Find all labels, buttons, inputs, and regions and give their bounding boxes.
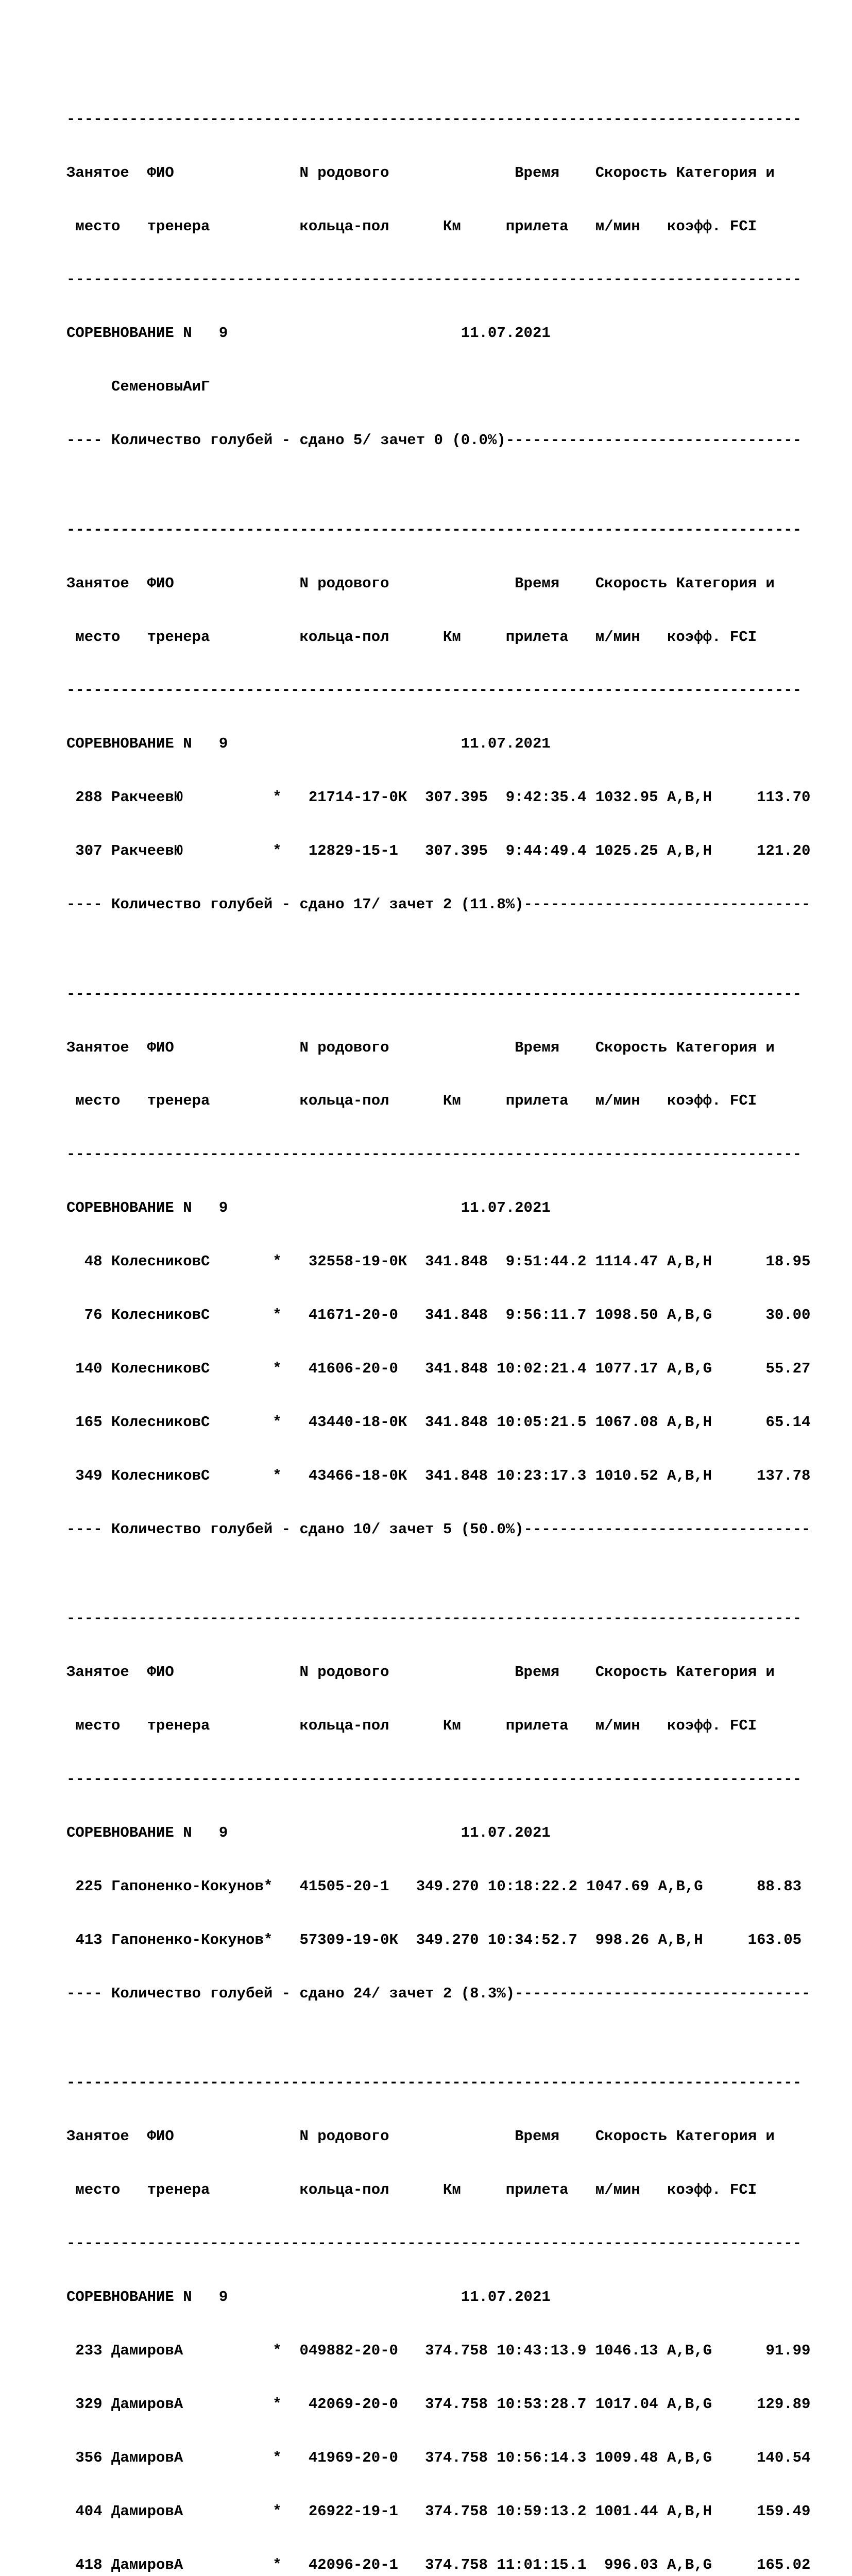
column-header-line-1: Занятое ФИО N родового Время Скорость Категория и <box>66 164 775 181</box>
result-row: 307 РакчеевЮ * 12829-15-1 307.395 9:44:49.4 1025.25 A,B,H 121.20 <box>66 842 811 860</box>
result-row: 349 КолесниковС * 43466-18-0К 341.848 10:23:17.3 1010.52 A,B,H 137.78 <box>66 1467 811 1485</box>
competition-line: СОРЕВНОВАНИЕ N 9 11.07.2021 <box>66 325 551 342</box>
result-row: 288 РакчеевЮ * 21714-17-0К 307.395 9:42:35.4 1032.95 A,B,H 113.70 <box>66 789 811 806</box>
column-header-line-1: Занятое ФИО N родового Время Скорость Категория и <box>66 1039 775 1056</box>
separator-line: ---------------------------------------------------------------------------------- <box>66 682 802 699</box>
result-row: 140 КолесниковС * 41606-20-0 341.848 10:02:21.4 1077.17 A,B,G 55.27 <box>66 1360 811 1378</box>
column-header-line-1: Занятое ФИО N родового Время Скорость Категория и <box>66 1664 775 1681</box>
column-header-line-2: место тренера кольца-пол Км прилета м/мин коэфф. FCI <box>66 217 757 235</box>
separator-line: ---------------------------------------------------------------------------------- <box>66 1610 802 1628</box>
competition-line: СОРЕВНОВАНИЕ N 9 11.07.2021 <box>66 1824 551 1842</box>
column-header-line-2: место тренера кольца-пол Км прилета м/мин коэфф. FCI <box>66 2181 757 2199</box>
result-row: 413 Гапоненко-Кокунов* 57309-19-0К 349.270 10:34:52.7 998.26 A,B,H 163.05 <box>66 1931 802 1949</box>
trainer-note: СеменовыАиГ <box>66 378 210 396</box>
summary-line: ---- Количество голубей - сдано 24/ зачет 2 (8.3%)--------------------------------- <box>66 1985 811 2003</box>
separator-line: ---------------------------------------------------------------------------------- <box>66 1771 802 1788</box>
separator-line: ---------------------------------------------------------------------------------- <box>66 2235 802 2252</box>
separator-line: ---------------------------------------------------------------------------------- <box>66 2074 802 2092</box>
separator-line: ---------------------------------------------------------------------------------- <box>66 271 802 289</box>
summary-line: ---- Количество голубей - сдано 17/ зачет 2 (11.8%)-------------------------------- <box>66 896 811 913</box>
results-report <box>66 39 844 2576</box>
result-row: 225 Гапоненко-Кокунов* 41505-20-1 349.270 10:18:22.2 1047.69 A,B,G 88.83 <box>66 1878 802 1895</box>
result-row: 48 КолесниковС * 32558-19-0К 341.848 9:51:44.2 1114.47 A,B,H 18.95 <box>66 1253 811 1270</box>
column-header-line-2: место тренера кольца-пол Км прилета м/мин коэфф. FCI <box>66 628 757 646</box>
summary-line: ---- Количество голубей - сдано 5/ зачет 0 (0.0%)--------------------------------- <box>66 432 802 449</box>
result-row: 165 КолесниковС * 43440-18-0К 341.848 10:05:21.5 1067.08 A,B,H 65.14 <box>66 1414 811 1431</box>
competition-line: СОРЕВНОВАНИЕ N 9 11.07.2021 <box>66 735 551 753</box>
separator-line: ---------------------------------------------------------------------------------- <box>66 521 802 538</box>
competition-line: СОРЕВНОВАНИЕ N 9 11.07.2021 <box>66 2289 551 2306</box>
summary-line: ---- Количество голубей - сдано 10/ зачет 5 (50.0%)-------------------------------- <box>66 1521 811 1538</box>
result-row: 356 ДамировА * 41969-20-0 374.758 10:56:14.3 1009.48 A,B,G 140.54 <box>66 2449 811 2466</box>
result-row: 329 ДамировА * 42069-20-0 374.758 10:53:28.7 1017.04 A,B,G 129.89 <box>66 2396 811 2413</box>
result-row: 76 КолесниковС * 41671-20-0 341.848 9:56:11.7 1098.50 A,B,G 30.00 <box>66 1307 811 1324</box>
separator-line: ---------------------------------------------------------------------------------- <box>66 1146 802 1163</box>
result-row: 233 ДамировА * 049882-20-0 374.758 10:43:13.9 1046.13 A,B,G 91.99 <box>66 2342 811 2360</box>
result-row: 404 ДамировА * 26922-19-1 374.758 10:59:13.2 1001.44 A,B,H 159.49 <box>66 2502 811 2520</box>
separator-line: ---------------------------------------------------------------------------------- <box>66 110 802 128</box>
result-row: 418 ДамировА * 42096-20-1 374.758 11:01:15.1 996.03 A,B,G 165.02 <box>66 2556 811 2573</box>
separator-line: ---------------------------------------------------------------------------------- <box>66 985 802 1003</box>
column-header-line-1: Занятое ФИО N родового Время Скорость Категория и <box>66 574 775 592</box>
column-header-line-2: место тренера кольца-пол Км прилета м/мин коэфф. FCI <box>66 1092 757 1110</box>
column-header-line-2: место тренера кольца-пол Км прилета м/мин коэфф. FCI <box>66 1717 757 1735</box>
column-header-line-1: Занятое ФИО N родового Время Скорость Категория и <box>66 2128 775 2145</box>
competition-line: СОРЕВНОВАНИЕ N 9 11.07.2021 <box>66 1199 551 1217</box>
